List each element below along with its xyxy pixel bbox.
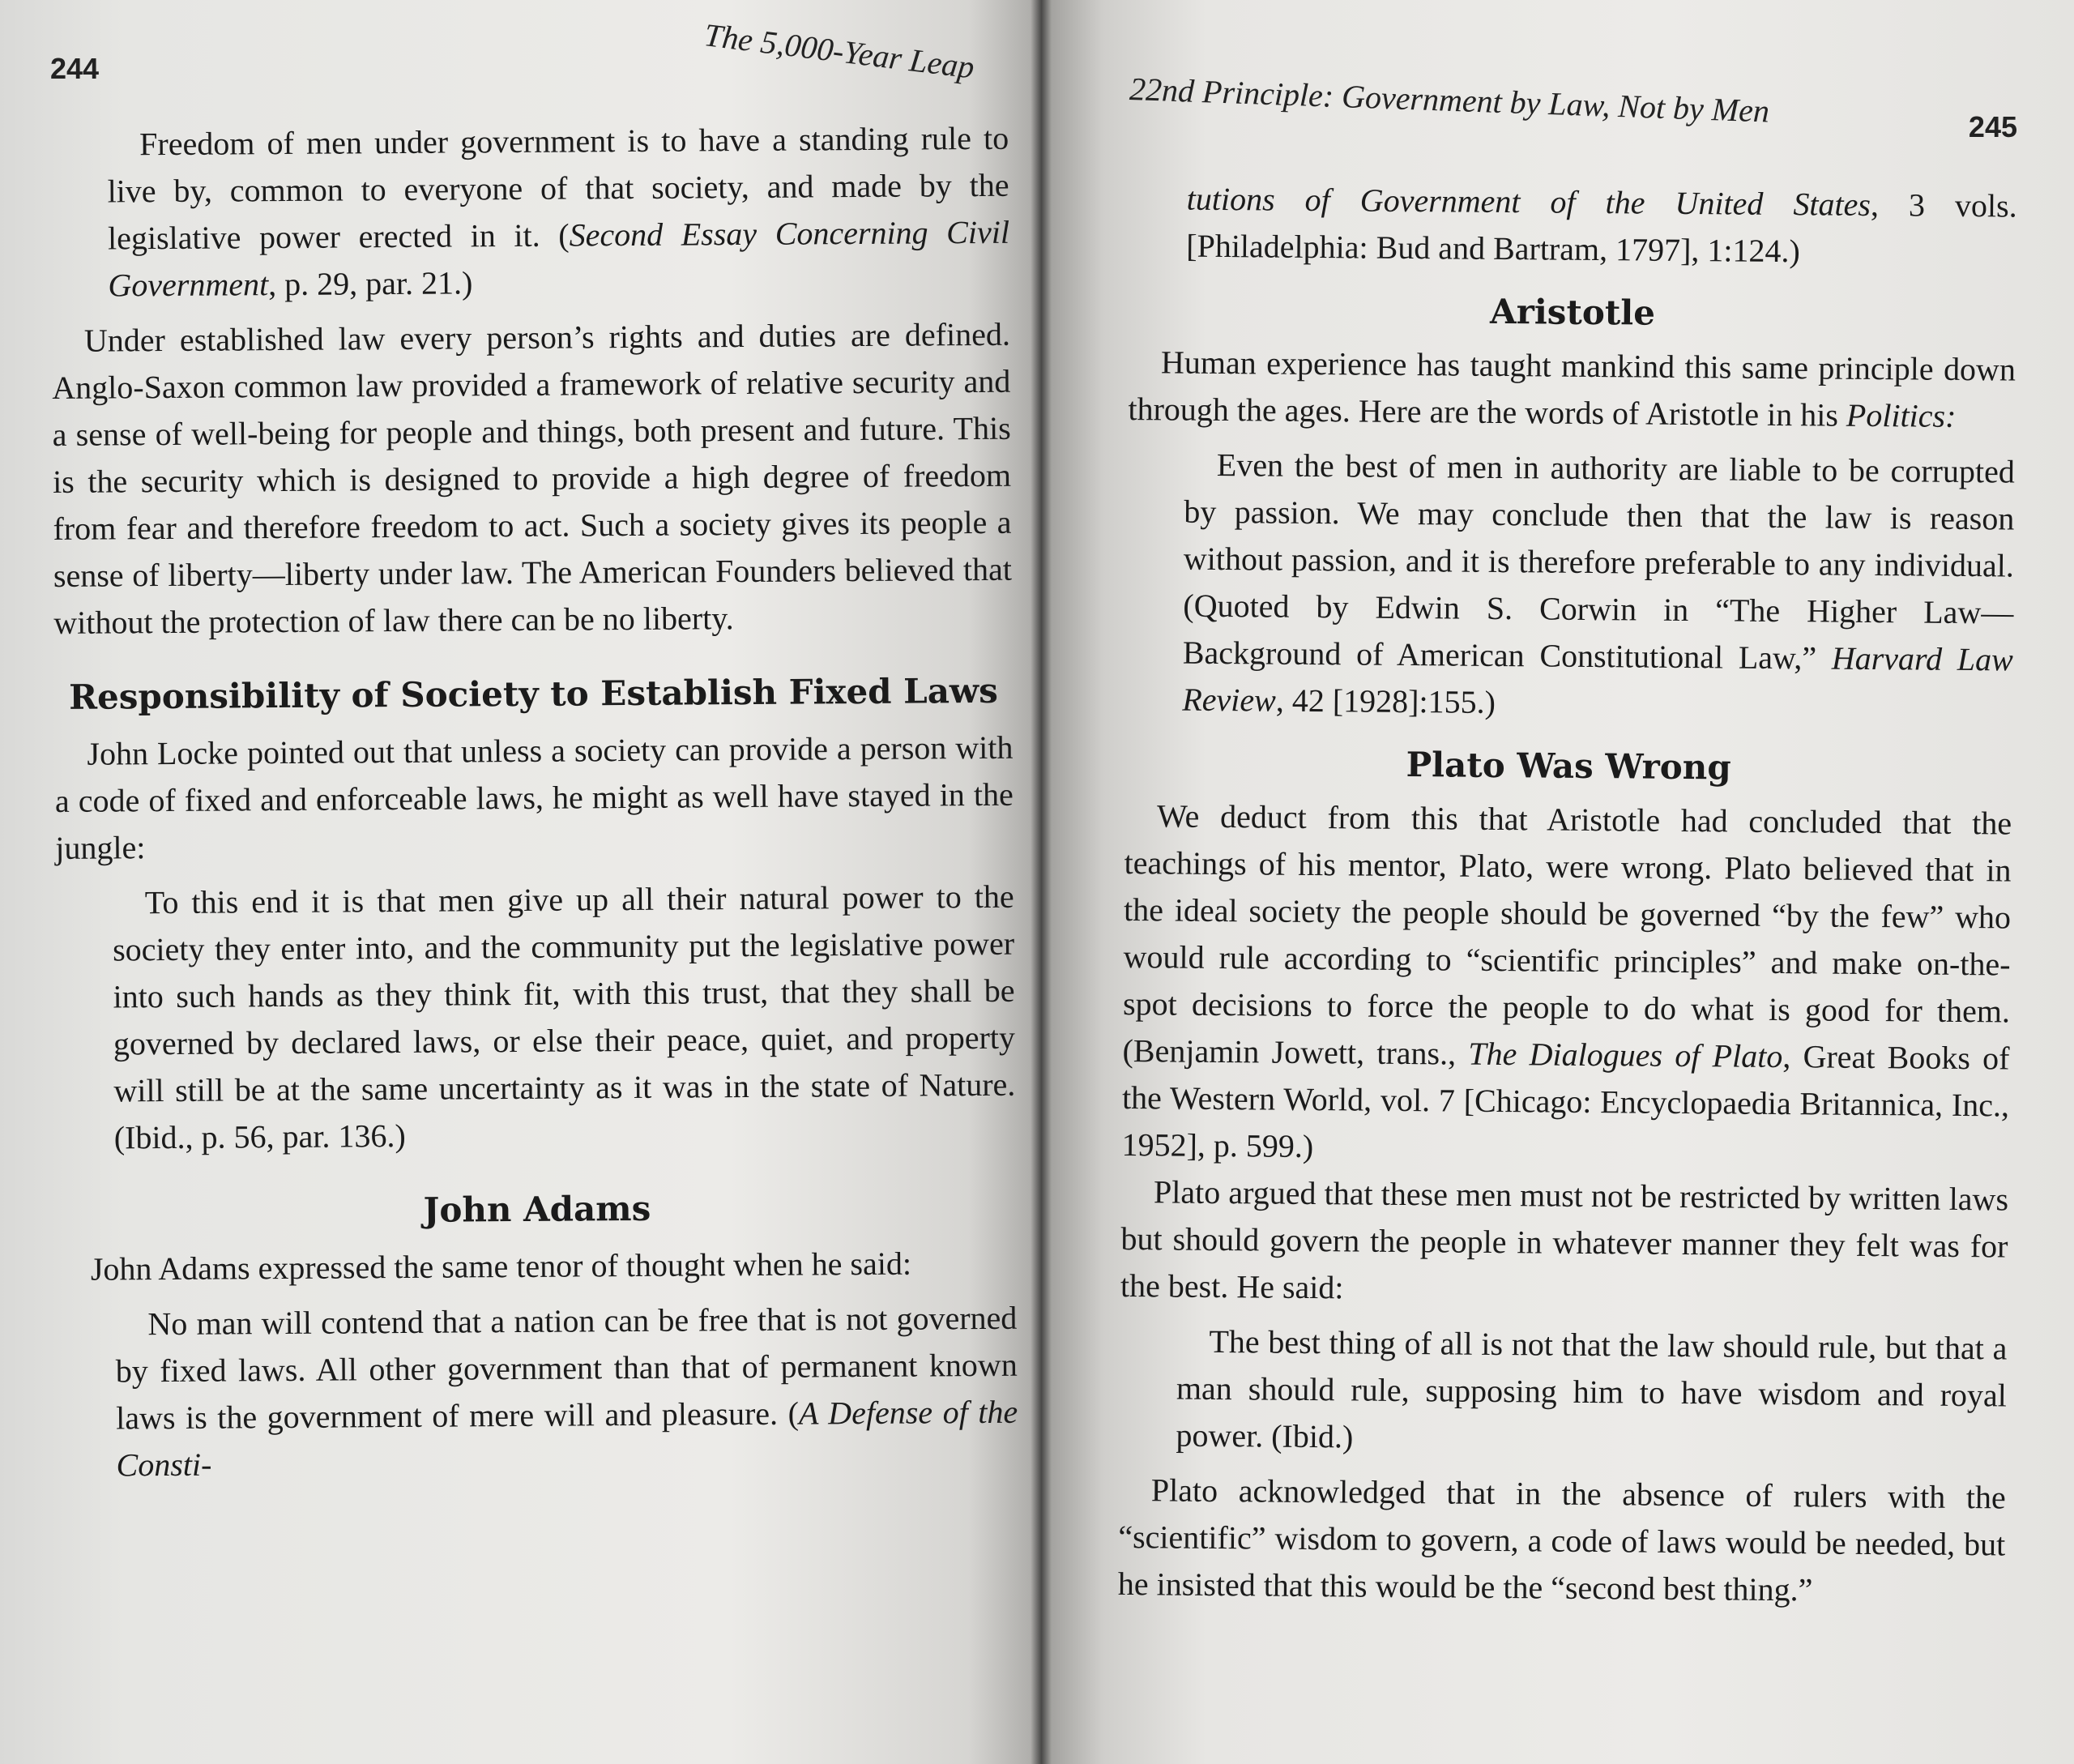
paragraph-plato-2: Plato argued that these men must not be restricted by written laws but should govern the people in whatever manner they felt was for the best. He said: <box>1120 1173 2009 1306</box>
right-page-header <box>1130 70 2017 143</box>
book-gutter <box>1031 0 1052 1764</box>
citation-title: Second Essay Concerning Civil Government <box>108 213 1010 304</box>
block-quote-locke-end: To this end it is that men give up all their natural power to the society they enter into, and the community put the legislative power into such hands as they think fit, with this trust, that they shall be governed by declared laws, or else their peace, quiet, and property will still be at the same uncertainty as it was in the state of Nature. (Ibid., p. 56, par. 136.) <box>112 878 1016 1156</box>
left-page-header <box>50 16 1009 122</box>
block-quote-plato: The best thing of all is not that the law should rule, but that a man should rule, supposing him to have wisdom and royal power. (Ibid.) <box>1176 1322 2008 1455</box>
paragraph-plato-3: Plato acknowledged that in the absence of rulers with the “scientific” wisdom to govern, a code of laws would be needed, but he insisted that this would be the “second best thing.” <box>1117 1471 2006 1608</box>
quote-text: Even the best of men in authority are liable to be corrupted by passion. We may conclude then that the law is reason without passion, and it is therefore preferable to any individual. (Quoted by Edwin S. Corwin in “The Higher Law—Background of American Constitutional Law,” <box>1182 446 2016 677</box>
right-page <box>1041 0 2074 1764</box>
citation-title: The Dialogues of Plato <box>1468 1035 1783 1075</box>
section-heading-aristotle: Aristotle <box>1489 291 1656 333</box>
right-page-text <box>1118 175 2017 1615</box>
block-quote-locke-freedom <box>107 115 1010 310</box>
quote-text: No man will contend that a nation can be free that is not governed by fixed laws. All other government than that of permanent known laws is the government of mere will and pleasure. ( <box>115 1299 1018 1437</box>
citation-title: A Defense of the Consti- <box>116 1393 1018 1484</box>
left-page-text <box>50 115 1018 1489</box>
citation-title: Politics: <box>1846 396 1957 434</box>
paragraph-locke: John Locke pointed out that unless a society can provide a person with a code of fixed and enforceable laws, he might as well have stayed in the jungle: <box>54 728 1014 866</box>
paragraph-text: We deduct from this that Aristotle had concluded that the teachings of his mentor, Plato, were wrong. Plato believed that in the ideal society the people should be governed “by the few” who would rule according to “scientific principles” and make on-the-spot decisions to force the people to do what is good for them. (Benjamin Jowett, trans., <box>1122 797 2012 1072</box>
citation-detail: , 42 [1928]:155.) <box>1275 681 1496 720</box>
continued-citation <box>1186 176 2017 277</box>
paragraph-established-law: Under established law every person’s rights and duties are defined. Anglo-Saxon common law provided a framework of relative security and a sense of well-being for people and things, both present and future. This is the security which is designed to provide a high degree of freedom from fear and therefore freedom to act. Such a society gives its people a sense of liberty—liberty under law. The American Founders believed that without the protection of law there can be no liberty. <box>52 315 1013 641</box>
running-head: The 5,000-Year Leap <box>702 16 976 86</box>
running-head: 22nd Principle: Government by Law, Not by Men <box>1129 70 1770 130</box>
page-number: 245 <box>1968 110 2017 143</box>
paragraph-text: Human experience has taught mankind this same principle down through the ages. Here are the words of Aristotle in his <box>1128 344 2016 434</box>
citation-title: tutions of Government of the United States <box>1186 180 1871 223</box>
citation-title: Harvard Law Review <box>1182 639 2014 719</box>
page-number: 244 <box>50 52 100 85</box>
citation-detail: , 3 vols. [Philadelphia: Bud and Bartram, 1797], 1:124.) <box>1186 186 2017 270</box>
block-quote-aristotle <box>1182 442 2015 731</box>
citation-detail: , Great Books of the Western World, vol. 7 [Chicago: Encyclopaedia Britannica, Inc., 1952], p. 599.) <box>1121 1038 2010 1165</box>
paragraph-adams: John Adams expressed the same tenor of thought when he said: <box>90 1245 912 1288</box>
block-quote-adams <box>115 1295 1018 1489</box>
section-heading-plato: Plato Was Wrong <box>1406 745 1731 788</box>
quote-text: Freedom of men under government is to have a standing rule to live by, common to everyone of that society, and made by the legislative power erected in it. ( <box>107 119 1009 257</box>
paragraph-plato-1 <box>1121 792 2012 1177</box>
section-heading-responsibility: Responsibility of Society to Establish Fixed Laws <box>68 670 998 717</box>
paragraph-aristotle <box>1128 339 2016 441</box>
section-heading-adams: John Adams <box>423 1188 651 1230</box>
citation-detail: , p. 29, par. 21.) <box>267 264 473 303</box>
